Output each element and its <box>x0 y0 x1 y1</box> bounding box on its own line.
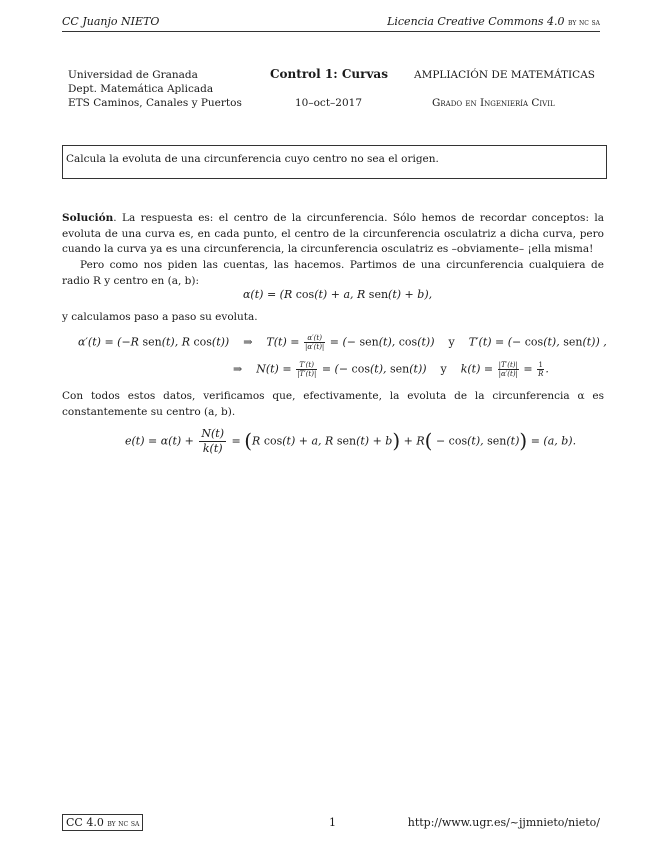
exam-date: 10–oct–2017 <box>295 97 363 109</box>
degree-name: Grado en Ingeniería Civil <box>432 97 555 109</box>
solution-paragraph-1: Solución. La respuesta es: el centro de la circunferencia. Sólo hemos de recordar conceptos: la evoluta de una curva es, en cada punto, el centro de la circunferencia osculatriz a dicha curva, pero cuando la curva ya es una circunferencia, la circunferencia osculatriz es –obviamente– ¡ella misma! <box>62 212 604 255</box>
footer-license: CC 4.0 by nc sa <box>62 816 143 829</box>
header-license: Licencia Creative Commons 4.0 by nc sa <box>387 15 600 28</box>
problem-statement: Calcula la evoluta de una circunferencia cuyo centro no sea el origen. <box>66 153 439 165</box>
footer-url[interactable]: http://www.ugr.es/~jjmnieto/nieto/ <box>407 816 600 829</box>
school-name: ETS Caminos, Canales y Puertos <box>68 97 242 109</box>
solution-paragraph-3: y calculamos paso a paso su evoluta. <box>62 311 258 323</box>
equation-evolute: e(t) = α(t) + $\frac{N(t)}{k(t)}$ = (R cos(t) + a, R sen(t) + b) + R( − cos(t), sen(t)) = (a, b). <box>125 427 577 455</box>
course-name: AMPLIACIÓN DE MATEMÁTICAS <box>414 69 595 81</box>
equation-tangent-line: α′(t) = (−R sen(t), R cos(t)) ⇒ T(t) = $\frac{\alpha'(t)}{|\alpha'(t)|}$ = (− sen(t), cos(t)) y T′(t) = (− cos(t), sen(t)) , <box>78 334 607 351</box>
problem-statement-box <box>62 145 607 179</box>
solution-paragraph-4: Con todos estos datos, verificamos que, efectivamente, la evoluta de la circunferencia α es constantemente su centro (a, b). <box>62 390 604 418</box>
exam-title: Control 1: Curvas <box>270 67 388 81</box>
page-header <box>62 15 600 32</box>
equation-alpha: α(t) = (R cos(t) + a, R sen(t) + b), <box>243 288 433 301</box>
solution-label: Solución <box>62 212 114 224</box>
department-name: Dept. Matemática Aplicada <box>68 83 214 95</box>
page-number: 1 <box>329 816 336 829</box>
solution-paragraph-2: Pero como nos piden las cuentas, las hacemos. Partimos de una circunferencia cualquiera de radio R y centro en (a, b): <box>62 259 604 287</box>
equation-normal-line: ⇒ N(t) = $\frac{T'(t)}{|T'(t)|}$ = (− cos(t), sen(t)) y k(t) = $\frac{|T'(t)|}{|\alpha'(t)|}$ = $\frac{1}{R}$ . <box>233 361 549 378</box>
header-author: CC Juanjo NIETO <box>62 15 160 28</box>
institution-block <box>68 68 242 110</box>
university-name: Universidad de Granada <box>68 69 198 81</box>
